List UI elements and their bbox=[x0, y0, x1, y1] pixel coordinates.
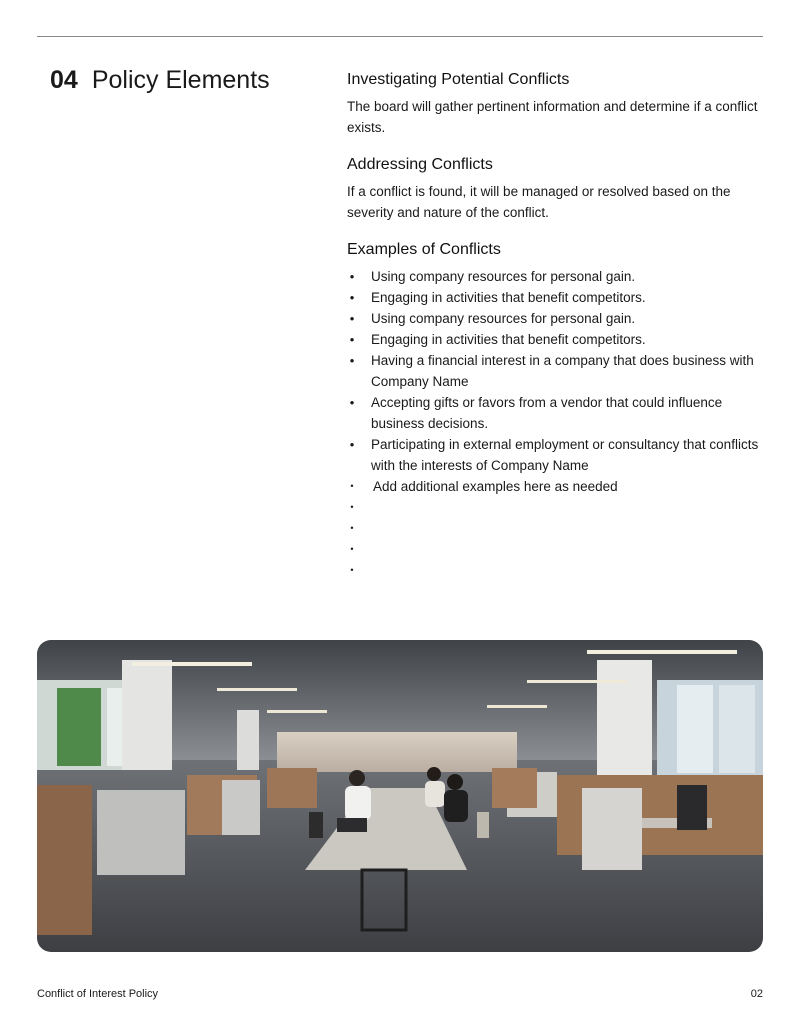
bullet-icon: • bbox=[349, 269, 355, 284]
bullet-icon: • bbox=[349, 353, 355, 368]
list-item bbox=[347, 518, 767, 539]
bullet-icon: • bbox=[350, 523, 354, 533]
heading-addressing: Addressing Conflicts bbox=[347, 156, 493, 173]
policy-content bbox=[347, 70, 767, 581]
list-item: • Add additional examples here as needed bbox=[347, 476, 767, 497]
heading-investigating: Investigating Potential Conflicts bbox=[347, 71, 570, 88]
bullet-icon: • bbox=[349, 311, 355, 326]
section-heading bbox=[50, 66, 270, 95]
paragraph-investigating: The board will gather pertinent information and determine if a conflict exists. bbox=[347, 99, 758, 135]
list-item: • Using company resources for personal gain. bbox=[347, 266, 767, 287]
section-number: 04 bbox=[50, 66, 78, 94]
paragraph-addressing: If a conflict is found, it will be managed or resolved based on the severity and nature of the conflict. bbox=[347, 184, 731, 220]
office-photo bbox=[37, 640, 763, 952]
bullet-icon: • bbox=[349, 290, 355, 305]
bullet-icon: • bbox=[350, 502, 354, 512]
list-item: • Having a financial interest in a company that does business with Company Name bbox=[347, 350, 767, 392]
bullet-icon: • bbox=[349, 332, 355, 347]
bullet-icon: • bbox=[350, 565, 354, 575]
footer-document-title: Conflict of Interest Policy bbox=[37, 988, 159, 1000]
list-item: • Participating in external employment or consultancy that conflicts with the interests of Company Name bbox=[347, 434, 767, 476]
list-item bbox=[347, 497, 767, 518]
top-divider bbox=[37, 36, 763, 37]
list-item: • Engaging in activities that benefit competitors. bbox=[347, 329, 767, 350]
footer-page-number: 02 bbox=[750, 988, 763, 1000]
bullet-icon: • bbox=[349, 395, 355, 410]
section-title: Policy Elements bbox=[91, 66, 270, 94]
examples-list bbox=[347, 266, 767, 581]
list-item: • Using company resources for personal gain. bbox=[347, 308, 767, 329]
bullet-icon: • bbox=[350, 544, 354, 554]
bullet-icon: • bbox=[350, 481, 354, 491]
list-item: • Accepting gifts or favors from a vendor that could influence business decisions. bbox=[347, 392, 767, 434]
list-item bbox=[347, 560, 767, 581]
bullet-icon: • bbox=[349, 437, 355, 452]
list-item: • Engaging in activities that benefit competitors. bbox=[347, 287, 767, 308]
list-item bbox=[347, 539, 767, 560]
heading-examples: Examples of Conflicts bbox=[347, 241, 501, 258]
